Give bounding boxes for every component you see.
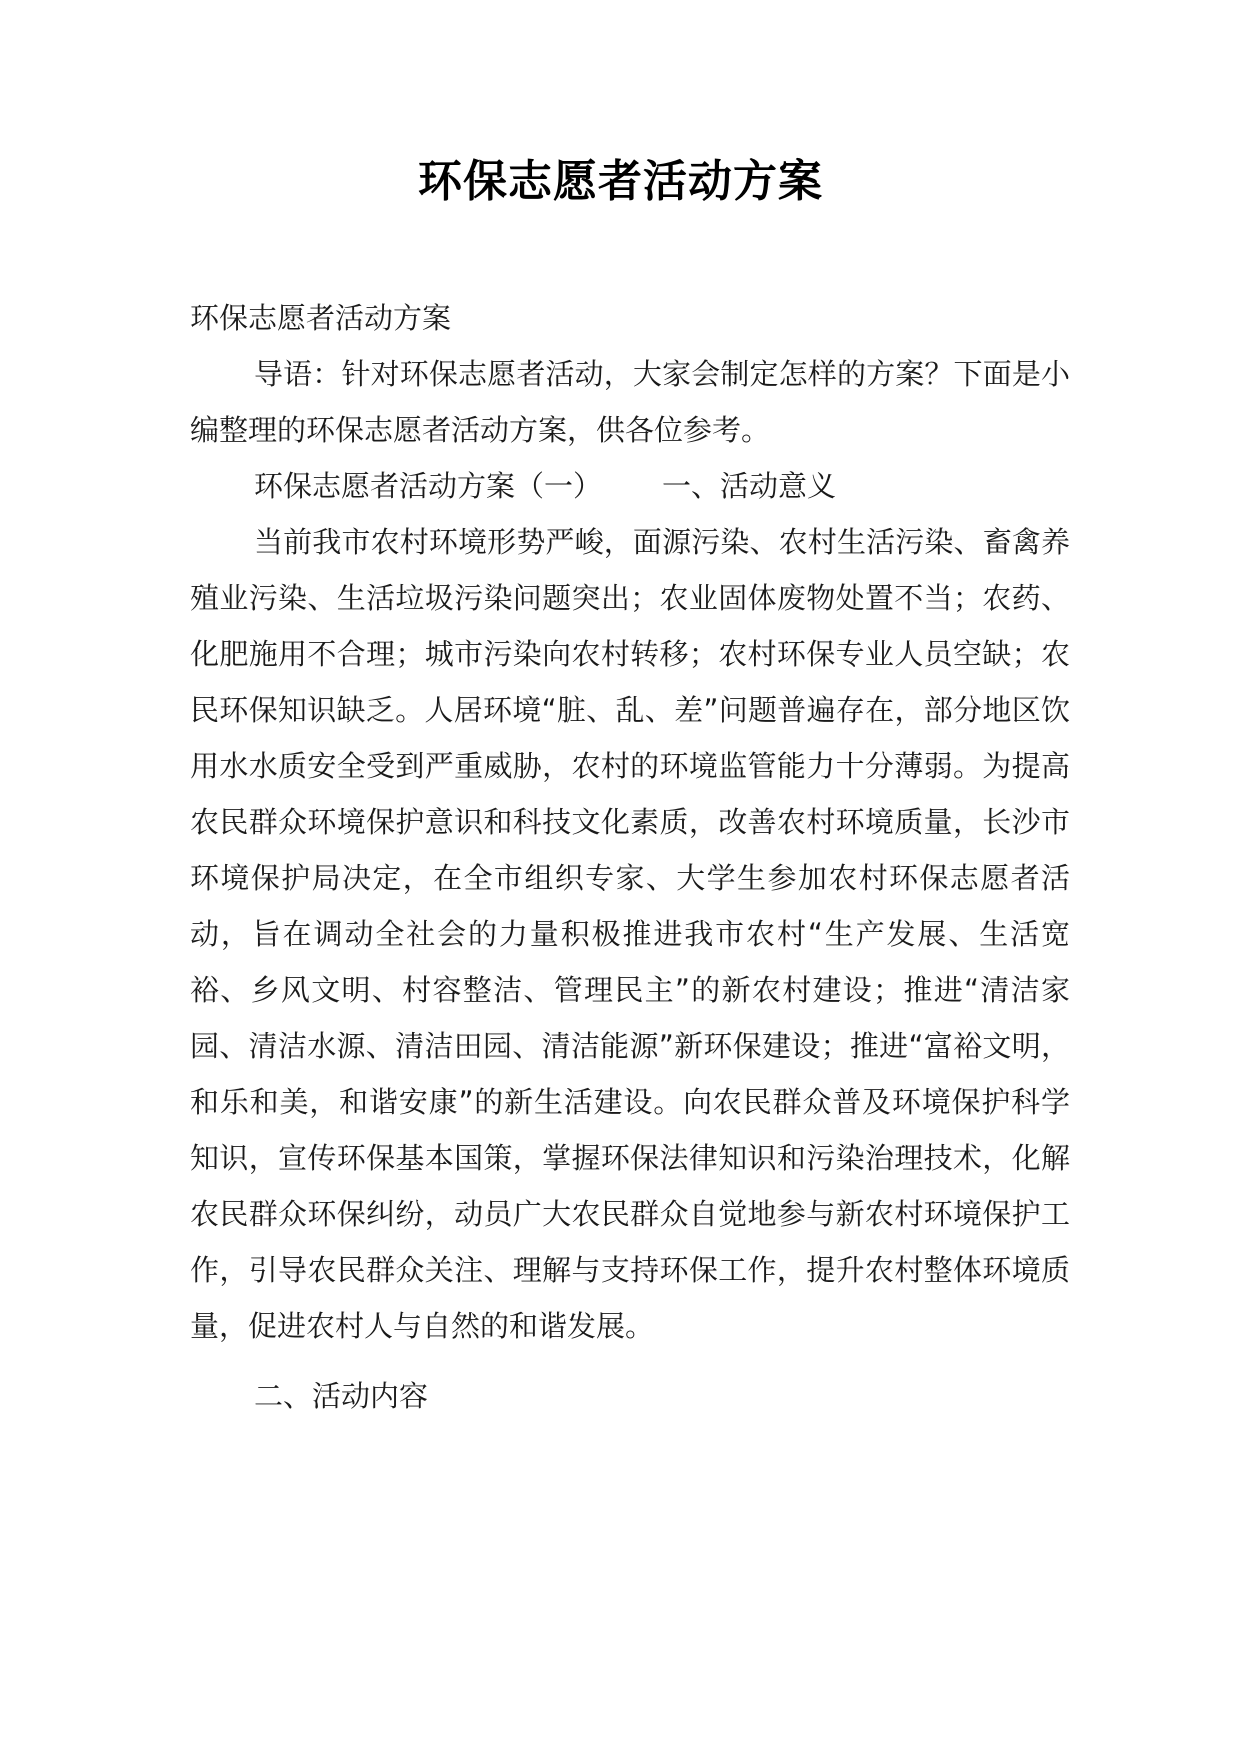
intro-paragraph: 导语：针对环保志愿者活动，大家会制定怎样的方案？下面是小编整理的环保志愿者活动方案，供各位参考。 xyxy=(190,357,1070,447)
section-one-body: 当前我市农村环境形势严峻，面源污染、农村生活污染、畜禽养殖业污染、生活垃圾污染问题突出；农业固体废物处置不当；农药、化肥施用不合理；城市污染向农村转移；农村环保专业人员空缺；农民环保知识缺乏。人居环境“脏、乱、差”问题普遍存在，部分地区饮用水水质安全受到严重威胁，农村的环境监管能力十分薄弱。为提高农民群众环境保护意识和科技文化素质，改善农村环境质量，长沙市环境保护局决定，在全市组织专家、大学生参加农村环保志愿者活动，旨在调动全社会的力量积极推进我市农村“生产发展、生活宽裕、乡风文明、村容整洁、管理民主”的新农村建设；推进“清洁家园、清洁水源、清洁田园、清洁能源”新环保建设；推进“富裕文明，和乐和美，和谐安康”的新生活建设。向农民群众普及环境保护科学知识，宣传环保基本国策，掌握环保法律知识和污染治理技术，化解农民群众环保纠纷，动员广大农民群众自觉地参与新农村环境保护工作，引导农民群众关注、理解与支持环保工作，提升农村整体环境质量，促进农村人与自然的和谐发展。 xyxy=(190,525,1070,1343)
section-one-heading-point: 一、活动意义 xyxy=(662,469,837,503)
document-body xyxy=(190,290,1070,1424)
section-one-heading xyxy=(190,458,1070,514)
subtitle-line: 环保志愿者活动方案 xyxy=(190,301,452,335)
document-title: 环保志愿者活动方案 xyxy=(418,156,823,207)
section-one-heading-title: 环保志愿者活动方案（一） xyxy=(254,469,603,503)
section-two-heading: 二、活动内容 xyxy=(254,1379,429,1413)
